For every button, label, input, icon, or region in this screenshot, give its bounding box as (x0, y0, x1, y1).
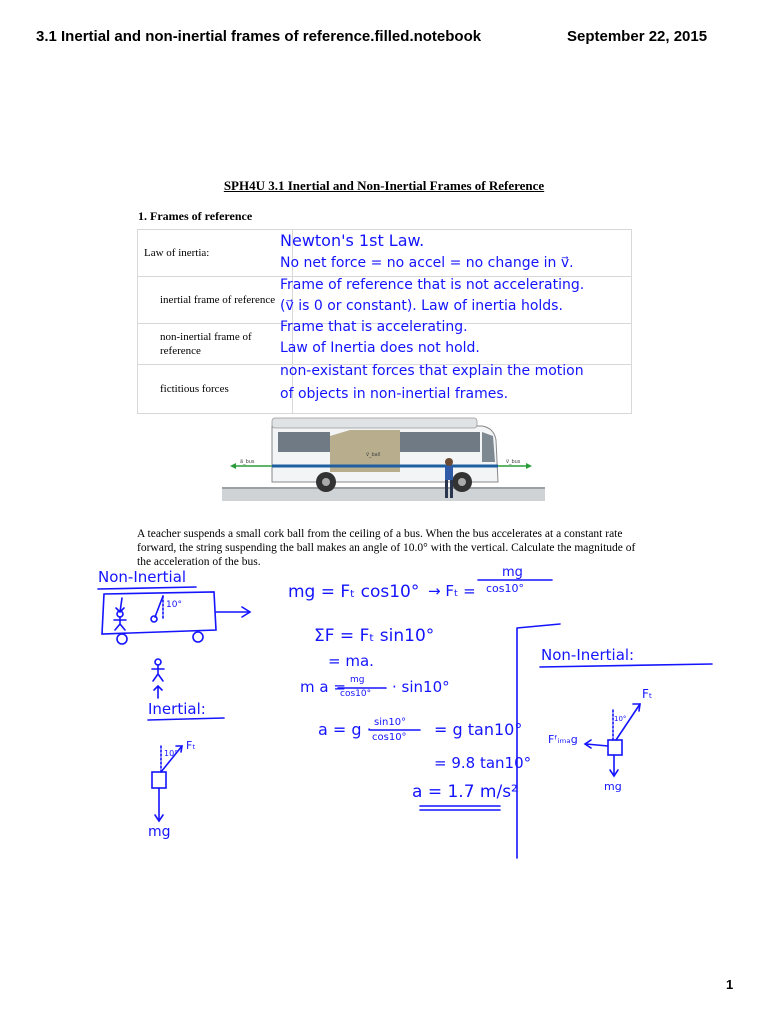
term-cell: Law of inertia: (138, 230, 293, 277)
handwritten-note: Law of Inertia does not hold. (280, 340, 480, 356)
string (155, 596, 163, 617)
arrow (154, 686, 162, 698)
term-cell: non-inertial frame of reference (138, 324, 293, 365)
term-cell: inertial frame of reference (138, 277, 293, 324)
weight-label: mg (604, 780, 622, 793)
answer: a = 1.7 m/s² (412, 782, 518, 802)
ball-velocity-label: v⃗_ball (366, 452, 381, 458)
fraction-numerator: mg (350, 675, 365, 685)
fictitious-arrow (586, 744, 608, 746)
ball-box (608, 740, 622, 755)
angle-label: 10° (166, 600, 182, 610)
equation: ΣF = Fₜ sin10° (314, 626, 435, 646)
person-head (155, 659, 161, 665)
tension-label: Fₜ (186, 739, 196, 752)
wheel-sketch (193, 632, 203, 642)
arrow (116, 598, 124, 612)
bus-sketch (102, 592, 216, 634)
equation: = 9.8 tan10° (434, 754, 532, 772)
angle-label: 10° (164, 749, 179, 758)
fraction-numerator: mg (502, 565, 523, 580)
bus-velocity-label: v⃗_bus (506, 459, 521, 465)
wheel-sketch (117, 634, 127, 644)
handwritten-note: Frame of reference that is not accelerating. (280, 277, 585, 293)
tension-label: Fₜ (642, 687, 653, 701)
fraction-numerator: sin10° (374, 717, 407, 728)
fraction-denominator: cos10° (340, 689, 372, 699)
handwritten-note: non-existant forces that explain the motion (280, 363, 584, 379)
handwritten-note: No net force = no accel = no change in v⃗. (280, 255, 574, 271)
ball (151, 616, 157, 622)
document-heading: SPH4U 3.1 Inertial and Non-Inertial Frames of Reference (223, 178, 545, 193)
equation: = ma. (328, 652, 374, 670)
bus-accel-label: a⃗_bus (240, 459, 255, 465)
handwritten-note: Frame that is accelerating. (280, 319, 468, 335)
person-sketch (114, 617, 126, 630)
ball-box (152, 772, 166, 788)
equation: m a = (300, 678, 346, 696)
equation: → Fₜ = (428, 582, 476, 600)
equation: · sin10° (392, 678, 450, 696)
fraction-denominator: cos10° (486, 582, 525, 595)
label-non-inertial-right: Non-Inertial: (541, 646, 635, 664)
equation: mg = Fₜ cos10° (288, 582, 420, 602)
handwritten-note: of objects in non-inertial frames. (280, 386, 509, 402)
weight-label: mg (148, 824, 171, 840)
label-inertial: Inertial: (148, 700, 206, 718)
handwritten-note: Newton's 1st Law. (280, 231, 425, 250)
person-sketch (152, 665, 164, 681)
problem-text: A teacher suspends a small cork ball from the ceiling of a bus. When the bus accelerates at a constant rate forward, the string suspending the ball makes an angle of 10.0° with the vertical. Calculate the magnitude of the acceleration of the bus. (137, 528, 636, 568)
equation: = g tan10° (434, 720, 523, 739)
page-number: 1 (726, 977, 734, 992)
angle-label: 10° (614, 715, 627, 723)
label-non-inertial: Non-Inertial (98, 568, 187, 586)
underline (98, 587, 196, 589)
section-heading: 1. Frames of reference (138, 209, 253, 223)
equation: a = g · (318, 720, 372, 739)
underline (148, 718, 224, 720)
term-cell: fictitious forces (138, 365, 293, 414)
fictitious-force-label: Fᶠᵢₘₐg (548, 733, 578, 746)
handwritten-note: (v⃗ is 0 or constant). Law of inertia holds. (280, 298, 563, 314)
notebook-title: 3.1 Inertial and non-inertial frames of reference.filled.notebook (36, 28, 482, 45)
notebook-date: September 22, 2015 (567, 28, 708, 45)
fraction-denominator: cos10° (372, 732, 407, 743)
underline (540, 664, 712, 667)
